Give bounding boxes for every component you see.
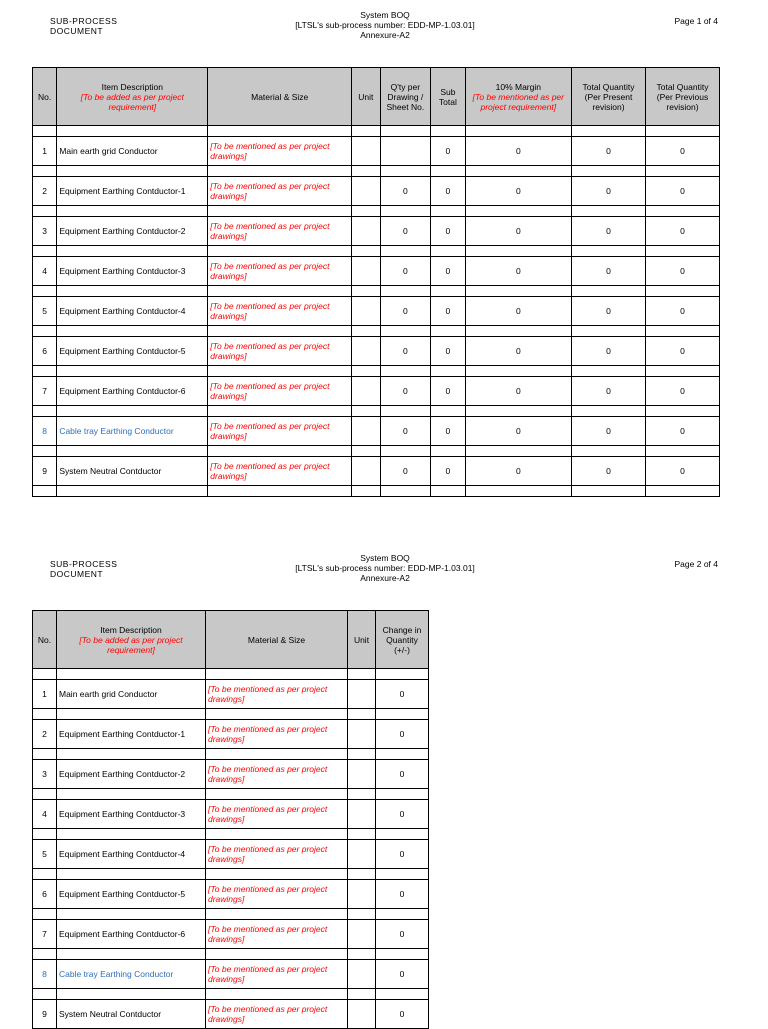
- unit: [348, 760, 376, 789]
- total-present: 0: [572, 457, 646, 486]
- row-number: 6: [33, 880, 57, 909]
- table-row: [33, 680, 429, 709]
- unit: [352, 457, 380, 486]
- spacer-row: [33, 166, 720, 177]
- page1-header: [0, 10, 768, 50]
- unit: [352, 257, 380, 286]
- sub-total: 0: [431, 137, 465, 166]
- material-size: [To be mentioned as per project drawings]: [208, 417, 352, 446]
- row-number: 3: [33, 760, 57, 789]
- table-body: [33, 126, 720, 497]
- material-size: [To be mentioned as per project drawings]: [206, 920, 348, 949]
- item-description: Equipment Earthing Contductor-4: [57, 840, 206, 869]
- qty-per-drawing: 0: [380, 177, 431, 206]
- spacer-row: [33, 286, 720, 297]
- material-size: [To be mentioned as per project drawings]: [208, 177, 352, 206]
- unit: [348, 680, 376, 709]
- table-row: [33, 457, 720, 486]
- material-size: [To be mentioned as per project drawings]: [206, 960, 348, 989]
- doc-type-label: SUB-PROCESS DOCUMENT: [50, 559, 118, 579]
- total-present: 0: [572, 297, 646, 326]
- unit: [348, 800, 376, 829]
- spacer-row: [33, 909, 429, 920]
- spacer-row: [33, 206, 720, 217]
- item-description: System Neutral Contductor: [57, 1000, 206, 1029]
- total-previous: 0: [645, 137, 719, 166]
- row-number: 4: [33, 800, 57, 829]
- material-size: [To be mentioned as per project drawings]: [208, 217, 352, 246]
- unit: [348, 840, 376, 869]
- total-present: 0: [572, 137, 646, 166]
- total-previous: 0: [645, 177, 719, 206]
- change-quantity: 0: [376, 760, 429, 789]
- margin-value: 0: [465, 257, 571, 286]
- change-quantity: 0: [376, 840, 429, 869]
- page-number: Page 2 of 4: [674, 559, 718, 569]
- spacer-row: [33, 749, 429, 760]
- table-row: [33, 960, 429, 989]
- col-no: No.: [33, 68, 57, 126]
- table-row: [33, 880, 429, 909]
- material-size: [To be mentioned as per project drawings]: [206, 800, 348, 829]
- change-quantity: 0: [376, 960, 429, 989]
- item-description: Equipment Earthing Contductor-1: [57, 720, 206, 749]
- row-number: 7: [33, 920, 57, 949]
- row-number: 5: [33, 297, 57, 326]
- total-previous: 0: [645, 337, 719, 366]
- table-body: [33, 669, 429, 1029]
- total-previous: 0: [645, 217, 719, 246]
- sub-total: 0: [431, 177, 465, 206]
- change-quantity: 0: [376, 1000, 429, 1029]
- table-row: [33, 920, 429, 949]
- margin-value: 0: [465, 377, 571, 406]
- spacer-row: [33, 669, 429, 680]
- total-present: 0: [572, 177, 646, 206]
- qty-per-drawing: 0: [380, 417, 431, 446]
- qty-per-drawing: 0: [380, 257, 431, 286]
- qty-per-drawing: 0: [380, 377, 431, 406]
- spacer-row: [33, 949, 429, 960]
- row-number: 8: [33, 960, 57, 989]
- doc-title: System BOQ [LTSL's sub-process number: EDD-MP-1.03.01] Annexure-A2: [295, 10, 475, 40]
- row-number: 3: [33, 217, 57, 246]
- change-quantity: 0: [376, 920, 429, 949]
- row-number: 9: [33, 1000, 57, 1029]
- boq-table-page1: [32, 67, 720, 497]
- item-description: Equipment Earthing Contductor-6: [57, 920, 206, 949]
- table-row: [33, 377, 720, 406]
- col-material: Material & Size: [206, 611, 348, 669]
- spacer-row: [33, 246, 720, 257]
- col-unit: Unit: [352, 68, 380, 126]
- total-present: 0: [572, 257, 646, 286]
- margin-value: 0: [465, 337, 571, 366]
- total-present: 0: [572, 217, 646, 246]
- unit: [348, 1000, 376, 1029]
- col-change-quantity: Change in Quantity (+/-): [376, 611, 429, 669]
- page2-header: [0, 553, 768, 593]
- col-margin: 10% Margin [To be mentioned as per project requirement]: [465, 68, 571, 126]
- material-size: [To be mentioned as per project drawings]: [206, 880, 348, 909]
- row-number: 5: [33, 840, 57, 869]
- item-description: Equipment Earthing Contductor-2: [57, 217, 208, 246]
- material-size: [To be mentioned as per project drawings]: [208, 337, 352, 366]
- row-number: 8: [33, 417, 57, 446]
- material-size: [To be mentioned as per project drawings]: [208, 137, 352, 166]
- row-number: 6: [33, 337, 57, 366]
- material-size: [To be mentioned as per project drawings]: [206, 840, 348, 869]
- spacer-row: [33, 869, 429, 880]
- spacer-row: [33, 709, 429, 720]
- spacer-row: [33, 406, 720, 417]
- table-row: [33, 217, 720, 246]
- col-sub-total: Sub Total: [431, 68, 465, 126]
- table-row: [33, 840, 429, 869]
- change-quantity: 0: [376, 880, 429, 909]
- row-number: 9: [33, 457, 57, 486]
- col-total-previous: Total Quantity (Per Previous revision): [645, 68, 719, 126]
- sub-total: 0: [431, 417, 465, 446]
- row-number: 1: [33, 680, 57, 709]
- row-number: 2: [33, 177, 57, 206]
- material-size: [To be mentioned as per project drawings]: [206, 1000, 348, 1029]
- item-description: Equipment Earthing Contductor-4: [57, 297, 208, 326]
- qty-per-drawing: [380, 137, 431, 166]
- material-size: [To be mentioned as per project drawings]: [208, 257, 352, 286]
- row-number: 2: [33, 720, 57, 749]
- unit: [348, 920, 376, 949]
- row-number: 1: [33, 137, 57, 166]
- margin-value: 0: [465, 137, 571, 166]
- margin-value: 0: [465, 417, 571, 446]
- page-number: Page 1 of 4: [674, 16, 718, 26]
- col-material: Material & Size: [208, 68, 352, 126]
- total-previous: 0: [645, 417, 719, 446]
- spacer-row: [33, 126, 720, 137]
- material-size: [To be mentioned as per project drawings]: [208, 297, 352, 326]
- sub-total: 0: [431, 377, 465, 406]
- col-item-description: Item Description [To be added as per project requirement]: [57, 611, 206, 669]
- doc-type-label: SUB-PROCESS DOCUMENT: [50, 16, 118, 36]
- spacer-row: [33, 789, 429, 800]
- sub-total: 0: [431, 217, 465, 246]
- material-size: [To be mentioned as per project drawings]: [208, 377, 352, 406]
- material-size: [To be mentioned as per project drawings]: [208, 457, 352, 486]
- spacer-row: [33, 366, 720, 377]
- row-number: 7: [33, 377, 57, 406]
- qty-per-drawing: 0: [380, 217, 431, 246]
- sub-total: 0: [431, 337, 465, 366]
- total-previous: 0: [645, 377, 719, 406]
- material-size: [To be mentioned as per project drawings]: [206, 680, 348, 709]
- qty-per-drawing: 0: [380, 457, 431, 486]
- item-description: Equipment Earthing Contductor-5: [57, 880, 206, 909]
- material-size: [To be mentioned as per project drawings]: [206, 760, 348, 789]
- boq-table-page2: [32, 610, 429, 1029]
- unit: [352, 137, 380, 166]
- spacer-row: [33, 989, 429, 1000]
- row-number: 4: [33, 257, 57, 286]
- item-description: Main earth grid Conductor: [57, 680, 206, 709]
- change-quantity: 0: [376, 720, 429, 749]
- col-item-description: Item Description [To be added as per project requirement]: [57, 68, 208, 126]
- table-row: [33, 1000, 429, 1029]
- col-total-present: Total Quantity (Per Present revision): [572, 68, 646, 126]
- sub-total: 0: [431, 457, 465, 486]
- table-row: [33, 137, 720, 166]
- col-unit: Unit: [348, 611, 376, 669]
- unit: [348, 960, 376, 989]
- unit: [352, 177, 380, 206]
- col-no: No.: [33, 611, 57, 669]
- unit: [352, 297, 380, 326]
- margin-value: 0: [465, 457, 571, 486]
- unit: [348, 880, 376, 909]
- margin-value: 0: [465, 217, 571, 246]
- unit: [348, 720, 376, 749]
- table-row: [33, 177, 720, 206]
- qty-per-drawing: 0: [380, 337, 431, 366]
- sub-total: 0: [431, 257, 465, 286]
- spacer-row: [33, 326, 720, 337]
- col-qty-drawing: Q'ty per Drawing / Sheet No.: [380, 68, 431, 126]
- table-row: [33, 257, 720, 286]
- total-previous: 0: [645, 257, 719, 286]
- sub-total: 0: [431, 297, 465, 326]
- item-description: Cable tray Earthing Conductor: [57, 417, 208, 446]
- unit: [352, 337, 380, 366]
- item-description: Cable tray Earthing Conductor: [57, 960, 206, 989]
- spacer-row: [33, 486, 720, 497]
- item-description: Equipment Earthing Contductor-1: [57, 177, 208, 206]
- item-description: System Neutral Contductor: [57, 457, 208, 486]
- table-row: [33, 760, 429, 789]
- unit: [352, 377, 380, 406]
- table-row: [33, 297, 720, 326]
- item-description: Equipment Earthing Contductor-3: [57, 257, 208, 286]
- margin-value: 0: [465, 177, 571, 206]
- total-previous: 0: [645, 457, 719, 486]
- unit: [352, 417, 380, 446]
- item-description: Equipment Earthing Contductor-6: [57, 377, 208, 406]
- total-present: 0: [572, 417, 646, 446]
- table-row: [33, 417, 720, 446]
- item-description: Equipment Earthing Contductor-2: [57, 760, 206, 789]
- doc-title: System BOQ [LTSL's sub-process number: EDD-MP-1.03.01] Annexure-A2: [295, 553, 475, 583]
- item-description: Equipment Earthing Contductor-5: [57, 337, 208, 366]
- item-description: Equipment Earthing Contductor-3: [57, 800, 206, 829]
- total-present: 0: [572, 377, 646, 406]
- table-row: [33, 337, 720, 366]
- total-previous: 0: [645, 297, 719, 326]
- unit: [352, 217, 380, 246]
- spacer-row: [33, 829, 429, 840]
- change-quantity: 0: [376, 680, 429, 709]
- table-row: [33, 800, 429, 829]
- item-description: Main earth grid Conductor: [57, 137, 208, 166]
- table-row: [33, 720, 429, 749]
- qty-per-drawing: 0: [380, 297, 431, 326]
- spacer-row: [33, 446, 720, 457]
- margin-value: 0: [465, 297, 571, 326]
- total-present: 0: [572, 337, 646, 366]
- material-size: [To be mentioned as per project drawings]: [206, 720, 348, 749]
- change-quantity: 0: [376, 800, 429, 829]
